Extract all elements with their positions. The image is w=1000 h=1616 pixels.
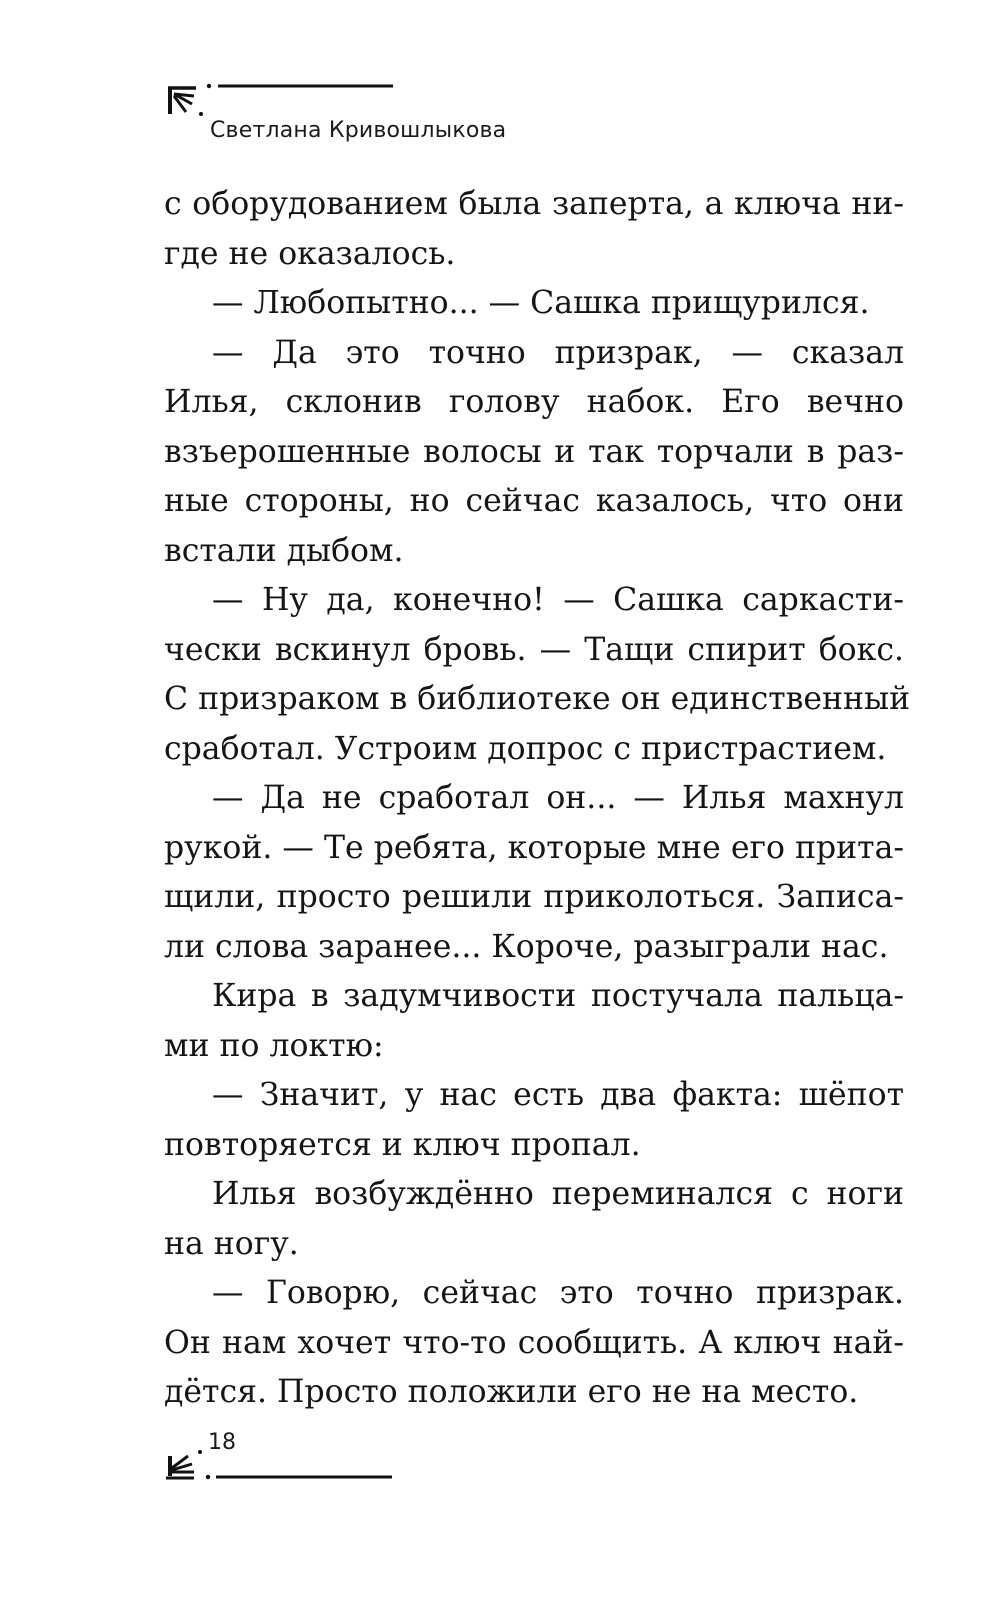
text-line: — Да не сработал он... — Илья махнул bbox=[212, 780, 904, 816]
text-line: щили, просто решили приколоться. Записа- bbox=[164, 879, 904, 915]
text-line: дётся. Просто положили его не на место. bbox=[164, 1374, 859, 1410]
text-line: — Ну да, конечно! — Сашка саркасти- bbox=[212, 582, 904, 618]
text-line: Он нам хочет что-то сообщить. А ключ най- bbox=[164, 1324, 904, 1361]
text-line: — Значит, у нас есть два факта: шёпот bbox=[212, 1077, 904, 1113]
running-header bbox=[168, 74, 507, 154]
text-line: — Говорю, сейчас это точно призрак. bbox=[212, 1275, 904, 1311]
text-line: с оборудованием была заперта, а ключа ни- bbox=[164, 186, 904, 222]
text-line: взъерошенные волосы и так торчали в раз- bbox=[164, 433, 904, 470]
text-line: Кира в задумчивости постучала пальца- bbox=[212, 978, 904, 1014]
page-text bbox=[164, 180, 911, 1418]
text-line: — Да это точно призрак, — сказал bbox=[212, 334, 904, 371]
running-footer bbox=[166, 1428, 496, 1508]
text-line: ные стороны, но сейчас казалось, что они bbox=[164, 483, 904, 519]
text-line: встали дыбом. bbox=[164, 532, 404, 569]
text-line: чески вскинул бровь. — Тащи спирит бокс. bbox=[164, 631, 904, 668]
text-line: на ногу. bbox=[164, 1225, 299, 1262]
text-line: рукой. — Те ребята, которые мне его прита- bbox=[164, 829, 904, 866]
text-line: ли слова заранее... Короче, разыграли нас. bbox=[164, 928, 889, 965]
text-line: ми по локтю: bbox=[164, 1027, 384, 1064]
author-name: Светлана Кривошлыкова bbox=[210, 118, 507, 143]
text-line: — Любопытно... — Сашка прищурился. bbox=[212, 285, 870, 321]
text-line: Илья, склонив голову набок. Его вечно bbox=[164, 384, 904, 420]
text-line: С призраком в библиотеке он единственный bbox=[164, 681, 911, 717]
text-line: где не оказалось. bbox=[164, 235, 456, 272]
text-line: повторяется и ключ пропал. bbox=[164, 1126, 641, 1163]
text-line: сработал. Устроим допрос с пристрастием. bbox=[164, 730, 887, 767]
page-number: 18 bbox=[208, 1430, 236, 1455]
text-line: Илья возбуждённо переминался с ноги bbox=[212, 1176, 904, 1212]
